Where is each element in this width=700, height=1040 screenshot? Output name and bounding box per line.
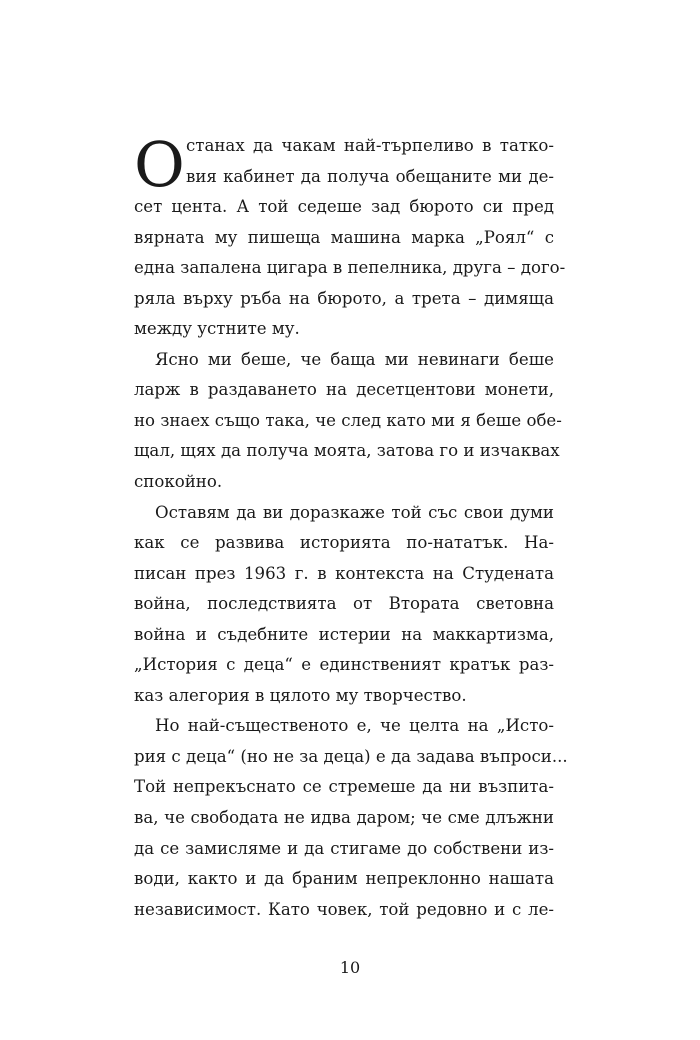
text-line: ларж в раздаването на десетцентови монети, bbox=[134, 380, 554, 400]
drop-cap: О bbox=[134, 128, 185, 201]
text-line: води, както и да браним непреклонно нашата bbox=[134, 869, 554, 889]
text-line: една запалена цигара в пепелника, друга – дого- bbox=[134, 258, 566, 278]
text-line: Оставям да ви доразкаже той със свои думи bbox=[155, 502, 554, 522]
text-line: рия с деца“ (но не за деца) е да задава въпроси... bbox=[134, 746, 568, 766]
text-line: как се развива историята по-нататък. На- bbox=[134, 533, 554, 553]
paragraph-3 bbox=[134, 498, 554, 712]
text-line: ряла върху ръба на бюрото, а трета – димяща bbox=[134, 288, 554, 308]
text-line: сет цента. А той седеше зад бюрото си пред bbox=[134, 197, 554, 217]
text-line: щал, щях да получа моята, затова го и изчаквах bbox=[134, 441, 560, 461]
text-line: Ясно ми беше, че баща ми невинаги беше bbox=[155, 349, 554, 369]
text-line: война и съдебните истерии на маккартизма, bbox=[134, 624, 554, 644]
text-line: ва, че свободата не идва даром; че сме длъжни bbox=[134, 808, 554, 828]
text-line: „История с деца“ е единственият кратък раз- bbox=[134, 655, 554, 675]
text-line: каз алегория в цялото му творчество. bbox=[134, 685, 467, 705]
paragraph-4 bbox=[134, 711, 568, 925]
text-line: Но най-същественото е, че целта на „Исто- bbox=[155, 716, 554, 736]
page-number: 10 bbox=[339, 958, 361, 977]
text-line: вярнатa му пишеща машина марка „Роял“ с bbox=[134, 227, 554, 247]
text-line: да се замисляме и да стигаме до собствени из- bbox=[134, 838, 554, 858]
text-line: спокойно. bbox=[134, 472, 223, 492]
text-line: Той непрекъснато се стремеше да ни възпита- bbox=[134, 777, 554, 797]
text-line: станах да чакам най-търпеливо в татко- bbox=[186, 136, 554, 155]
text-line: война, последствията от Втората световна bbox=[134, 594, 554, 614]
paragraph-1 bbox=[134, 128, 566, 345]
text-line: но знаех също така, че след като ми я беше обе- bbox=[134, 410, 562, 430]
text-line: писан през 1963 г. в контекста на Студената bbox=[134, 563, 554, 583]
text-line: вия кабинет да получа обещаните ми де- bbox=[186, 166, 554, 186]
paragraph-2 bbox=[134, 345, 562, 498]
text-line: независимост. Като човек, той редовно и с ле- bbox=[134, 899, 554, 919]
text-line: между устните му. bbox=[134, 319, 300, 339]
body-text bbox=[134, 128, 568, 925]
